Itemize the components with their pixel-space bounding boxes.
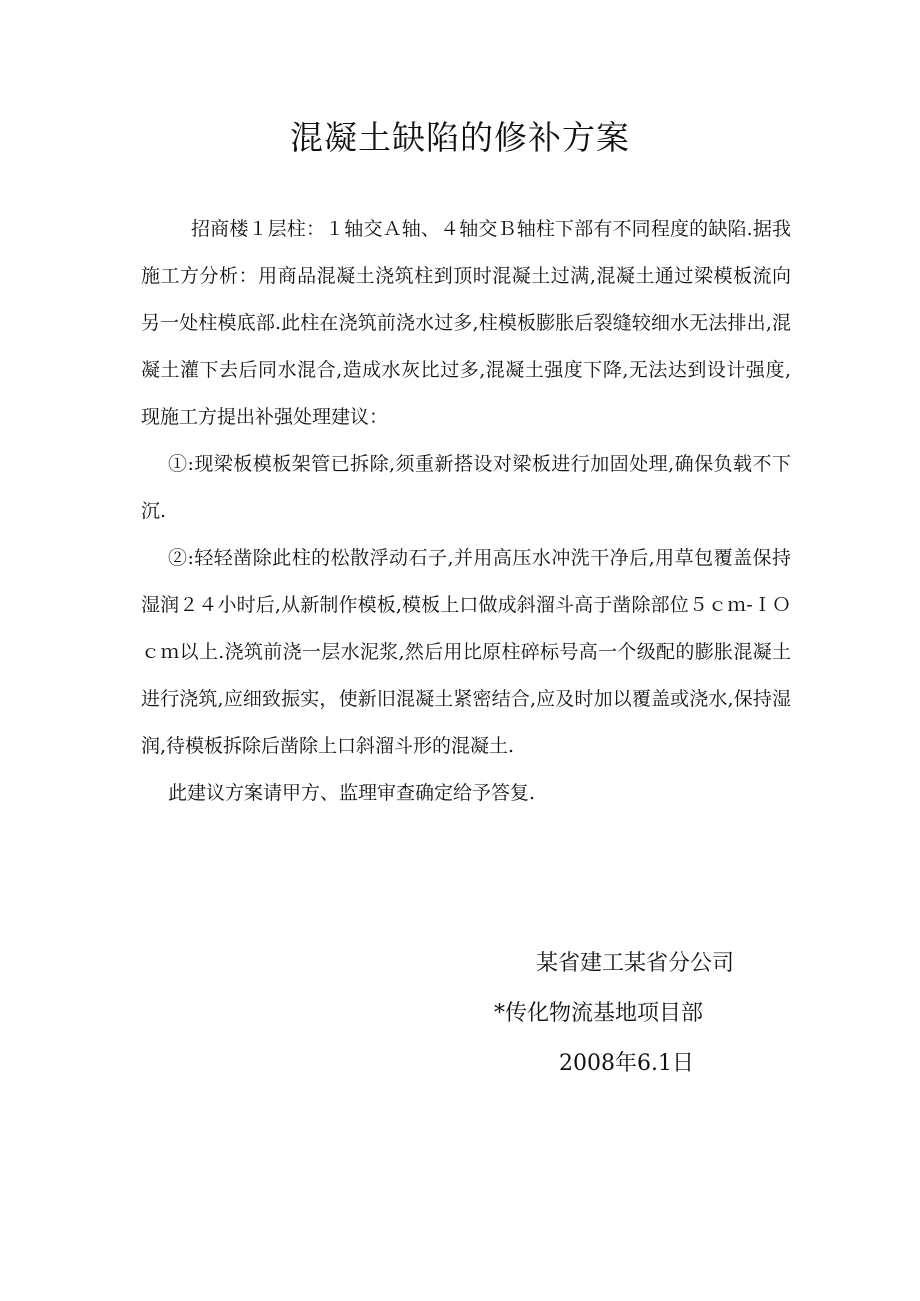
- signature-project: *传化物流基地项目部: [494, 1001, 704, 1026]
- paragraph-suggestion-2: ②:轻轻凿除此柱的松散浮动石子,并用高压水冲洗干净后,用草包覆盖保持湿润２４小时后,从新制作模板,模板上口做成斜溜斗高于凿除部位５ｃｍ-ＩＯｃｍ以上.浇筑前浇一层水泥浆,然后用比原柱碎标号高一个级配的膨胀混凝土进行浇筑,应细致振实，使新旧混凝土紧密结合,应及时加以覆盖或浇水,保持湿润,待模板拆除后凿除上口斜溜斗形的混凝土.: [141, 547, 791, 757]
- paragraph-suggestion-1: ①:现梁板模板架管已拆除,须重新搭设对梁板进行加固处理,确保负载不下沉.: [141, 453, 791, 522]
- paragraph-defect-description: 招商楼１层柱：１轴交Ａ轴、４轴交Ｂ轴柱下部有不同程度的缺陷.据我施工方分析：用商品混凝土浇筑柱到顶时混凝土过满,混凝土通过梁模板流向另一处柱模底部.此柱在浇筑前浇水过多,柱模板膨胀后裂缝较细水无法排出,混凝土灌下去后同水混合,造成水灰比过多,混凝土强度下降,无法达到设计强度,现施工方提出补强处理建议：: [141, 218, 791, 428]
- signature-date: 2008年6.1日: [559, 1051, 694, 1076]
- signature-company: 某省建工某省分公司: [536, 951, 735, 976]
- document-body: [141, 206, 791, 817]
- paragraph-request-reply: 此建议方案请甲方、监理审查确定给予答复.: [168, 782, 536, 804]
- document-title: 混凝土缺陷的修补方案: [290, 118, 630, 157]
